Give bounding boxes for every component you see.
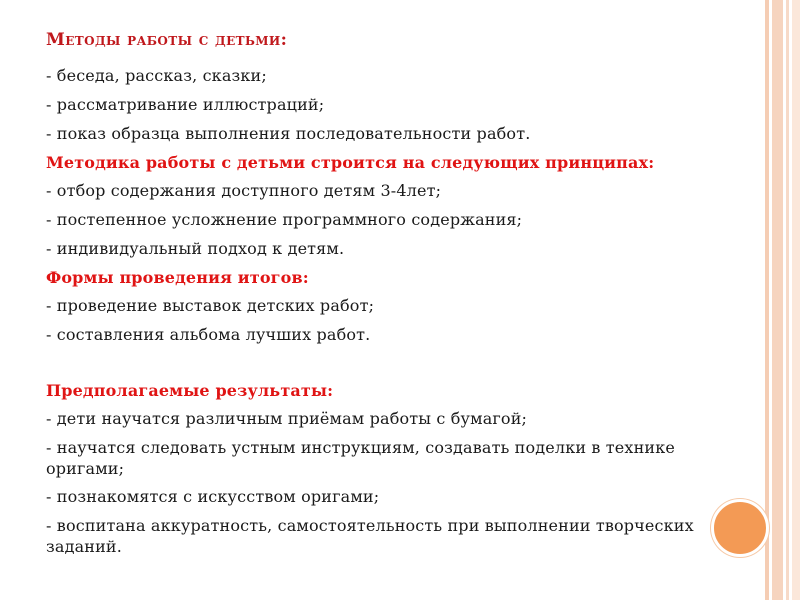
decor-stripe [786,0,789,600]
section-heading-forms: Формы проведения итогов: [46,268,309,287]
list-item: - индивидуальный подход к детям. [46,239,345,258]
spacer [46,353,756,373]
decor-stripe [772,0,783,600]
list-item: - познакомятся с искусством оригами; [46,487,380,506]
list-item: - беседа, рассказ, сказки; [46,66,267,85]
list-item: - составления альбома лучших работ. [46,325,371,344]
list-item: - научатся следовать устным инструкциям, создавать поделки в технике оригами; [46,438,675,478]
slide-body [46,30,756,564]
list-item: - показ образца выполнения последовательности работ. [46,124,531,143]
section-heading-results: Предполагаемые результаты: [46,381,334,400]
section-heading-principles: Методика работы с детьми строится на следующих принципах: [46,153,655,172]
list-item: - проведение выставок детских работ; [46,296,375,315]
list-item: - рассматривание иллюстраций; [46,95,325,114]
list-item: - постепенное усложнение программного содержания; [46,210,523,229]
decor-stripe [765,0,769,600]
list-item: - дети научатся различным приёмам работы с бумагой; [46,409,528,428]
list-item: - отбор содержания доступного детям 3-4лет; [46,181,442,200]
decor-stripe [792,0,800,600]
section-heading-methods: Методы работы с детьми: [46,30,288,50]
list-item: - воспитана аккуратность, самостоятельность при выполнении творческих заданий. [46,516,694,556]
